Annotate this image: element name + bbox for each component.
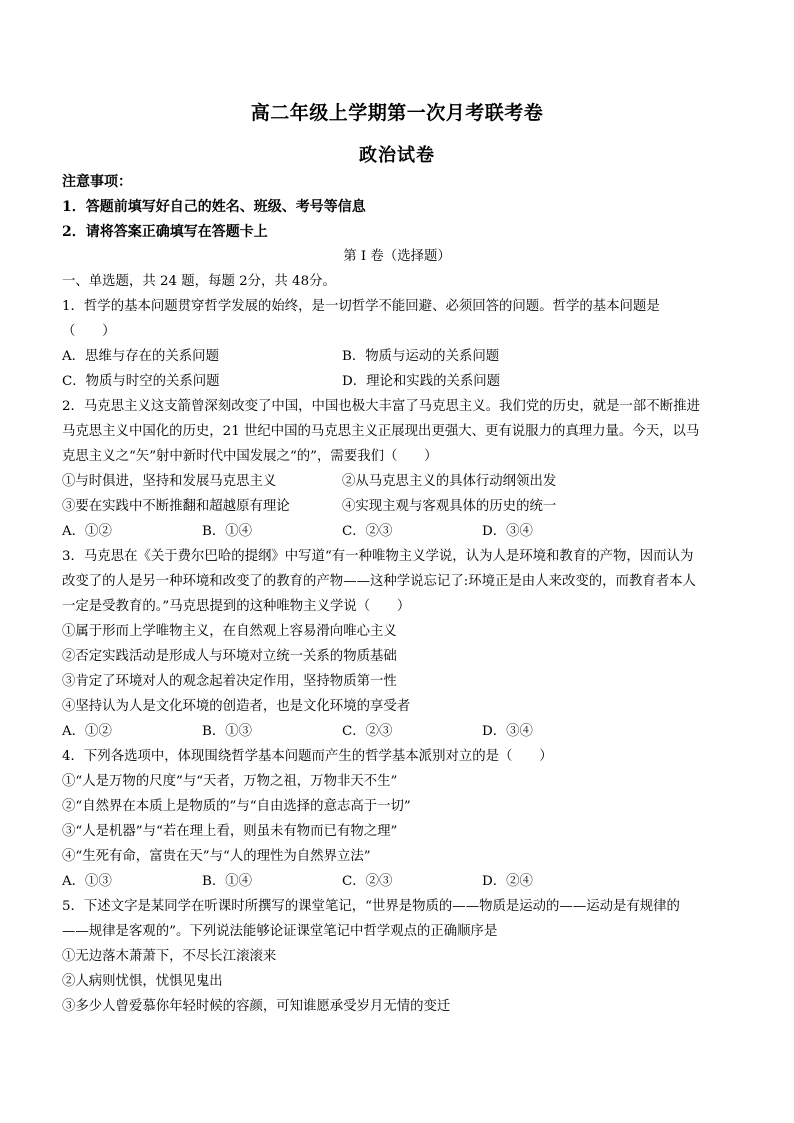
q2-option-b: B．①④ [202,524,253,539]
q1-option-a: A．思维与存在的关系问题 [62,349,219,364]
q1-option-b: B．物质与运动的关系问题 [342,349,500,364]
q2-option-d: D．③④ [482,524,533,539]
notes-item-1: 1．答题前填写好自己的姓名、班级、考号等信息 [62,199,366,215]
exam-title: 高二年级上学期第一次月考联考卷 [250,102,544,124]
q1-stem-line1: 1．哲学的基本问题贯穿哲学发展的始终，是一切哲学不能回避、必须回答的问题。哲学的基本问题是 [62,299,660,314]
q3-statement-3: ③肯定了环境对人的观念起着决定作用，坚持物质第一性 [62,674,397,689]
q2-stem-line3: 克思主义之“矢”射中新时代中国发展之“的”，需要我们（ ） [62,449,438,464]
q4-statement-2: ②“自然界在本质上是物质的”与“自由选择的意志高于一切” [62,799,411,814]
q2-statement-2: ②从马克思主义的具体行动纲领出发 [342,474,557,489]
q2-statement-1: ①与时俱进，坚持和发展马克思主义 [62,474,277,489]
q3-option-c: C．②③ [342,724,393,739]
q2-option-c: C．②③ [342,524,393,539]
q3-statement-1: ①属于形而上学唯物主义，在自然观上容易滑向唯心主义 [62,624,397,639]
q1-stem-line2: （ ） [62,324,116,339]
q4-statement-3: ③“人是机器”与“若在理上看，则虽未有物而已有物之理” [62,824,398,839]
q2-stem-line1: 2．马克思主义这支箭曾深刻改变了中国，中国也极大丰富了马克思主义。我们党的历史，就是一部不断推进 [62,399,700,414]
q2-stem-line2: 马克思主义中国化的历史，21 世纪中国的马克思主义正展现出更强大、更有说服力的真理力量。今天，以马 [62,424,700,439]
q3-option-d: D．③④ [482,724,533,739]
q3-option-b: B．①③ [202,724,253,739]
q4-statement-4: ④“生死有命，富贵在天”与“人的理性为自然界立法” [62,849,371,864]
exam-subject: 政治试卷 [359,145,435,166]
q3-statement-2: ②否定实践活动是形成人与环境对立统一关系的物质基础 [62,649,397,664]
q4-option-a: A．①③ [62,874,112,889]
q3-stem-line3: 一定是受教育的。”马克思提到的这种唯物主义学说（ ） [62,599,411,614]
q2-option-a: A．①② [62,524,112,539]
q5-statement-3: ③多少人曾爱慕你年轻时候的容颜，可知谁愿承受岁月无情的变迁 [62,999,451,1014]
q1-option-c: C．物质与时空的关系问题 [62,374,220,389]
q4-statement-1: ①“人是万物的尺度”与“天者，万物之祖，万物非天不生” [62,774,398,789]
q4-stem-line1: 4．下列各选项中，体现围绕哲学基本问题而产生的哲学基本派别对立的是（ ） [62,749,553,764]
q3-stem-line1: 3．马克思在《关于费尔巴哈的提纲》中写道“有一种唯物主义学说，认为人是环境和教育的产物，因而认为 [62,549,694,564]
section-title: 第 I 卷（选择题） [343,249,451,264]
q5-stem-line2: ——规律是客观的”。下列说法能够论证课堂笔记中哲学观点的正确顺序是 [62,924,498,939]
q4-option-d: D．②④ [482,874,533,889]
q3-statement-4: ④坚持认为人是文化环境的创造者，也是文化环境的享受者 [62,699,411,714]
notes-heading: 注意事项： [62,174,132,190]
q4-option-b: B．①④ [202,874,253,889]
q5-statement-1: ①无边落木萧萧下，不尽长江滚滚来 [62,949,277,964]
q3-option-a: A．①② [62,724,112,739]
q5-statement-2: ②人病则忧惧，忧惧见鬼出 [62,974,223,989]
q5-stem-line1: 5．下述文字是某同学在听课时所撰写的课堂笔记，“世界是物质的——物质是运动的——运动是有规律的 [62,899,680,914]
q1-option-d: D．理论和实践的关系问题 [342,374,501,389]
q2-statement-4: ④实现主观与客观具体的历史的统一 [342,499,557,514]
q3-stem-line2: 改变了的人是另一种环境和改变了的教育的产物——这种学说忘记了:环境正是由人来改变的，而教育者本人 [62,574,696,589]
q4-option-c: C．②③ [342,874,393,889]
notes-item-2: 2．请将答案正确填写在答题卡上 [62,224,268,240]
q2-statement-3: ③要在实践中不断推翻和超越原有理论 [62,499,290,514]
section-instructions: 一、单选题，共 24 题，每题 2分，共 48分。 [62,274,336,289]
